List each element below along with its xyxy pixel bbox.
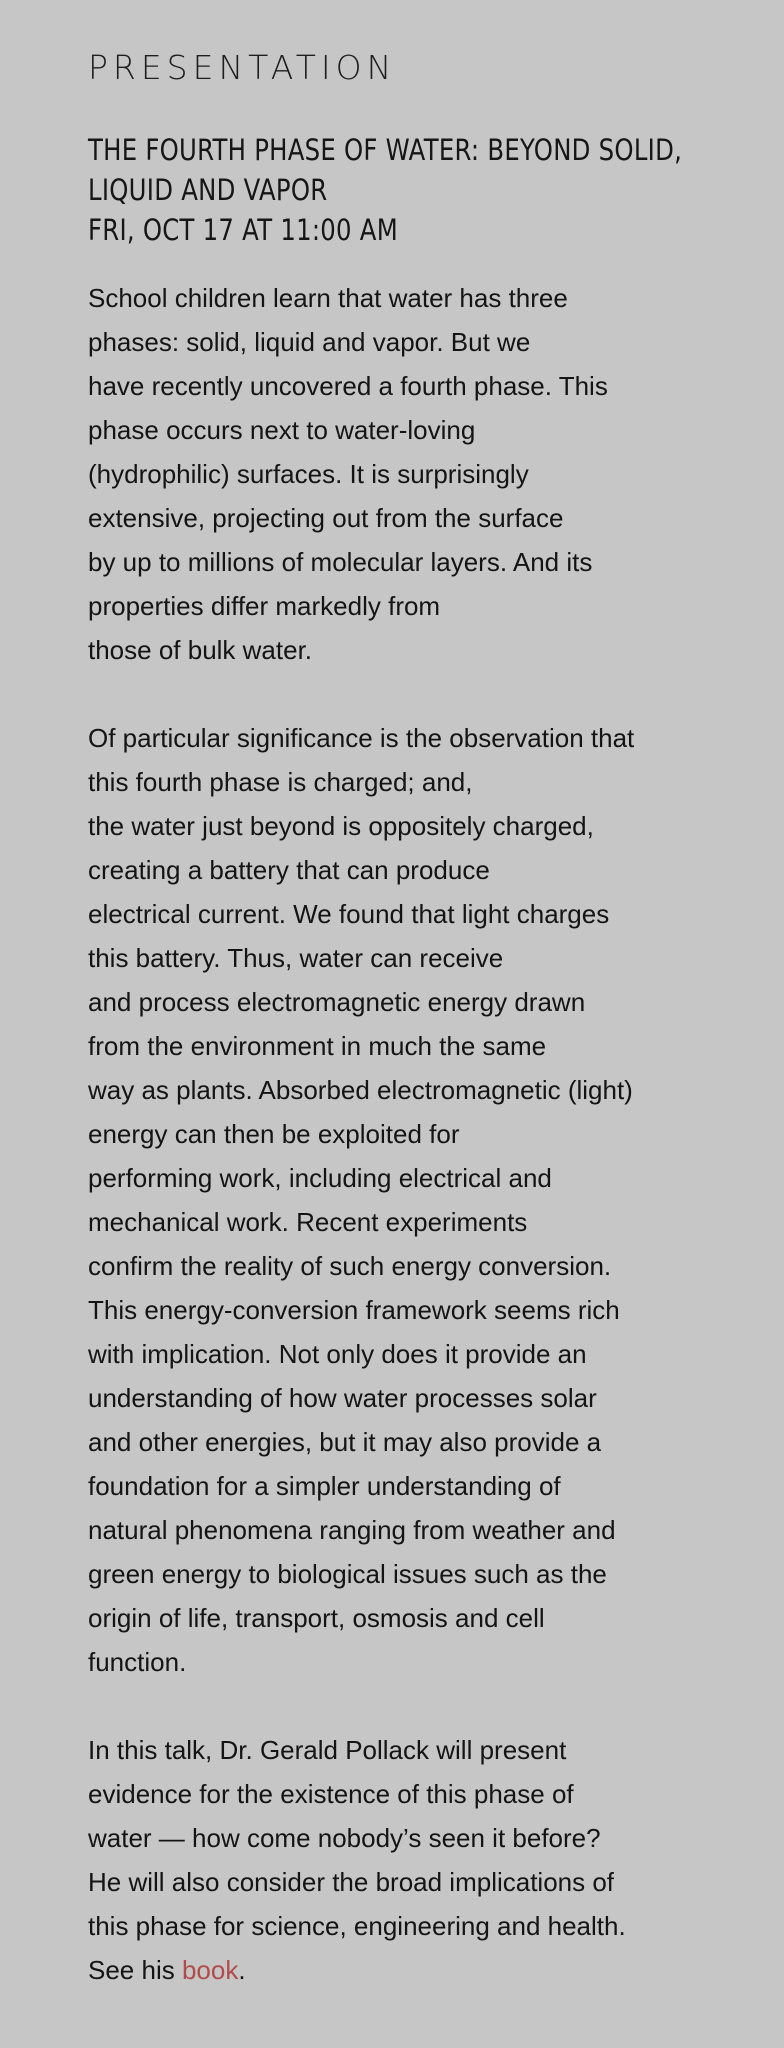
paragraph-line: evidence for the existence of this phase of xyxy=(88,1779,574,1809)
paragraph-line: (hydrophilic) surfaces. It is surprisingly xyxy=(88,459,529,489)
paragraph-line: and process electromagnetic energy drawn xyxy=(88,987,586,1017)
paragraph-spacer xyxy=(88,672,748,716)
significance-paragraph xyxy=(88,716,748,1684)
paragraph-line: those of bulk water. xyxy=(88,635,313,665)
paragraph-line: origin of life, transport, osmosis and cell xyxy=(88,1603,545,1633)
paragraph-line: electrical current. We found that light charges xyxy=(88,899,610,929)
paragraph-line: this fourth phase is charged; and, xyxy=(88,767,473,797)
book-link[interactable]: book xyxy=(181,1955,239,1985)
paragraph-line: energy can then be exploited for xyxy=(88,1119,460,1149)
paragraph-line: He will also consider the broad implications of xyxy=(88,1867,615,1897)
see-his-text: See his xyxy=(88,1955,182,1985)
paragraph-line: with implication. Not only does it provide an xyxy=(88,1339,587,1369)
paragraph-line: extensive, projecting out from the surface xyxy=(88,503,564,533)
paragraph-line: School children learn that water has three xyxy=(88,283,568,313)
paragraph-line: natural phenomena ranging from weather and xyxy=(88,1515,616,1545)
event-date: FRI, OCT 17 AT 11:00 AM xyxy=(88,213,398,247)
paragraph-line: creating a battery that can produce xyxy=(88,855,490,885)
event-title-line-1: THE FOURTH PHASE OF WATER: BEYOND SOLID, xyxy=(88,133,683,167)
event-title xyxy=(88,130,752,250)
paragraph-line: this battery. Thus, water can receive xyxy=(88,943,504,973)
presentation-page xyxy=(88,48,748,1992)
paragraph-line: phases: solid, liquid and vapor. But we xyxy=(88,327,531,357)
paragraph-line: properties differ markedly from xyxy=(88,591,441,621)
paragraph-line: water — how come nobody’s seen it before? xyxy=(88,1823,601,1853)
paragraph-line: this phase for science, engineering and health. xyxy=(88,1911,626,1941)
trailing-period: . xyxy=(238,1955,246,1985)
paragraph-line: and other energies, but it may also provide a xyxy=(88,1427,602,1457)
paragraph-line: from the environment in much the same xyxy=(88,1031,547,1061)
paragraph-line: way as plants. Absorbed electromagnetic (light) xyxy=(88,1075,633,1105)
paragraph-line: mechanical work. Recent experiments xyxy=(88,1207,528,1237)
paragraph-spacer xyxy=(88,1684,748,1728)
paragraph-line: function. xyxy=(88,1647,187,1677)
event-title-line-2: LIQUID AND VAPOR xyxy=(88,173,328,207)
paragraph-line: green energy to biological issues such as the xyxy=(88,1559,607,1589)
paragraph-line: by up to millions of molecular layers. And its xyxy=(88,547,593,577)
section-label: PRESENTATION xyxy=(88,48,397,87)
paragraph-line: Of particular significance is the observation that xyxy=(88,723,635,753)
paragraph-line: performing work, including electrical and xyxy=(88,1163,552,1193)
paragraph-line: confirm the reality of such energy conversion. xyxy=(88,1251,612,1281)
paragraph-line: This energy-conversion framework seems rich xyxy=(88,1295,620,1325)
paragraph-line: In this talk, Dr. Gerald Pollack will present xyxy=(88,1735,567,1765)
paragraph-line: phase occurs next to water-loving xyxy=(88,415,476,445)
intro-paragraph xyxy=(88,276,748,672)
talk-paragraph xyxy=(88,1728,748,1992)
paragraph-line: foundation for a simpler understanding of xyxy=(88,1471,561,1501)
paragraph-line: have recently uncovered a fourth phase. This xyxy=(88,371,608,401)
paragraph-line-with-link xyxy=(88,1948,748,1992)
paragraph-line: understanding of how water processes solar xyxy=(88,1383,597,1413)
paragraph-line: the water just beyond is oppositely charged, xyxy=(88,811,594,841)
